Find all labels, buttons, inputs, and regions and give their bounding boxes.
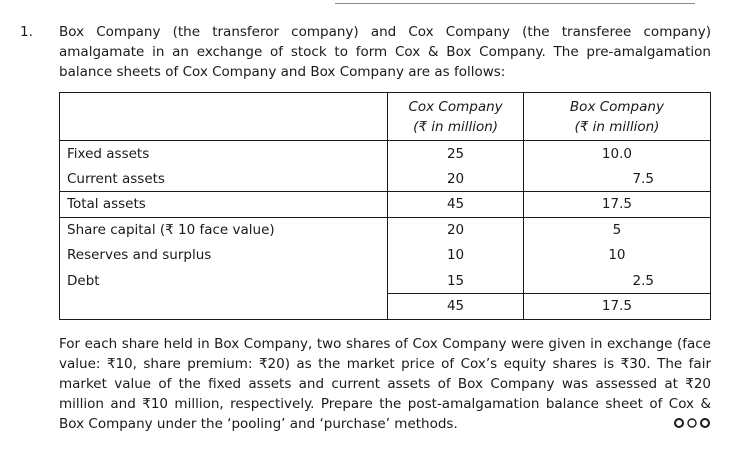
- row-label: Fixed assets: [60, 141, 388, 167]
- table-row: [60, 217, 711, 243]
- question-number: 1.: [20, 24, 33, 40]
- row-label: Current assets: [60, 166, 388, 192]
- row-cox-value: 25: [388, 141, 524, 167]
- top-divider: [335, 3, 695, 4]
- question-outro: [59, 334, 711, 434]
- row-cox-value: 45: [388, 192, 524, 218]
- header-blank-cell: [60, 93, 388, 141]
- row-cox-value: 45: [388, 294, 524, 320]
- row-cox-value: 20: [388, 217, 524, 243]
- header-box-unit: (₹ in million): [574, 118, 660, 135]
- table-row: [60, 166, 711, 192]
- row-label: [60, 294, 388, 320]
- row-box-value: 10.0: [523, 141, 710, 167]
- row-box-value: 5: [523, 217, 710, 243]
- table-row-total: [60, 294, 711, 320]
- table-header-row: [60, 93, 711, 141]
- header-box-name: Box Company: [569, 98, 664, 115]
- question-intro: Box Company (the transferor company) and Cox Company (the transferee company) amalgamate in an exchange of stock to form Cox & Box Company. The pre-amalgamation balance sheets of Cox Company and Box Company are as follows:: [59, 24, 711, 80]
- row-box-value: 17.5: [523, 192, 710, 218]
- balance-sheet-table: [59, 92, 711, 320]
- row-label: Reserves and surplus: [60, 243, 388, 269]
- header-cox-unit: (₹ in million): [413, 118, 499, 135]
- question-outro-text: For each share held in Box Company, two shares of Cox Company were given in exchange (face value: ₹10, share premium: ₹20) as the market price of Cox’s equity shares is ₹30. The fair market value of the fixed assets and current assets of Box Company was assessed at ₹20 million and ₹10 million, respectively. Prepare the post-amalgamation balance sheet of Cox & Box Company under the ‘pooling’ and ‘purchase’ methods.: [59, 336, 711, 432]
- table-row: [60, 141, 711, 167]
- row-label: Total assets: [60, 192, 388, 218]
- header-box-company: [523, 93, 710, 141]
- row-label: Share capital (₹ 10 face value): [60, 217, 388, 243]
- row-cox-value: 10: [388, 243, 524, 269]
- table-row: [60, 192, 711, 218]
- row-box-value: 10: [523, 243, 710, 269]
- row-box-value: 2.5: [523, 268, 710, 294]
- row-cox-value: 15: [388, 268, 524, 294]
- table-row: [60, 268, 711, 294]
- row-label: Debt: [60, 268, 388, 294]
- row-box-value: 7.5: [523, 166, 710, 192]
- header-cox-name: Cox Company: [408, 98, 503, 115]
- table-row: [60, 243, 711, 269]
- header-cox-company: [388, 93, 524, 141]
- row-box-value: 17.5: [523, 294, 710, 320]
- row-cox-value: 20: [388, 166, 524, 192]
- three-circles-ornament-icon: [673, 417, 711, 429]
